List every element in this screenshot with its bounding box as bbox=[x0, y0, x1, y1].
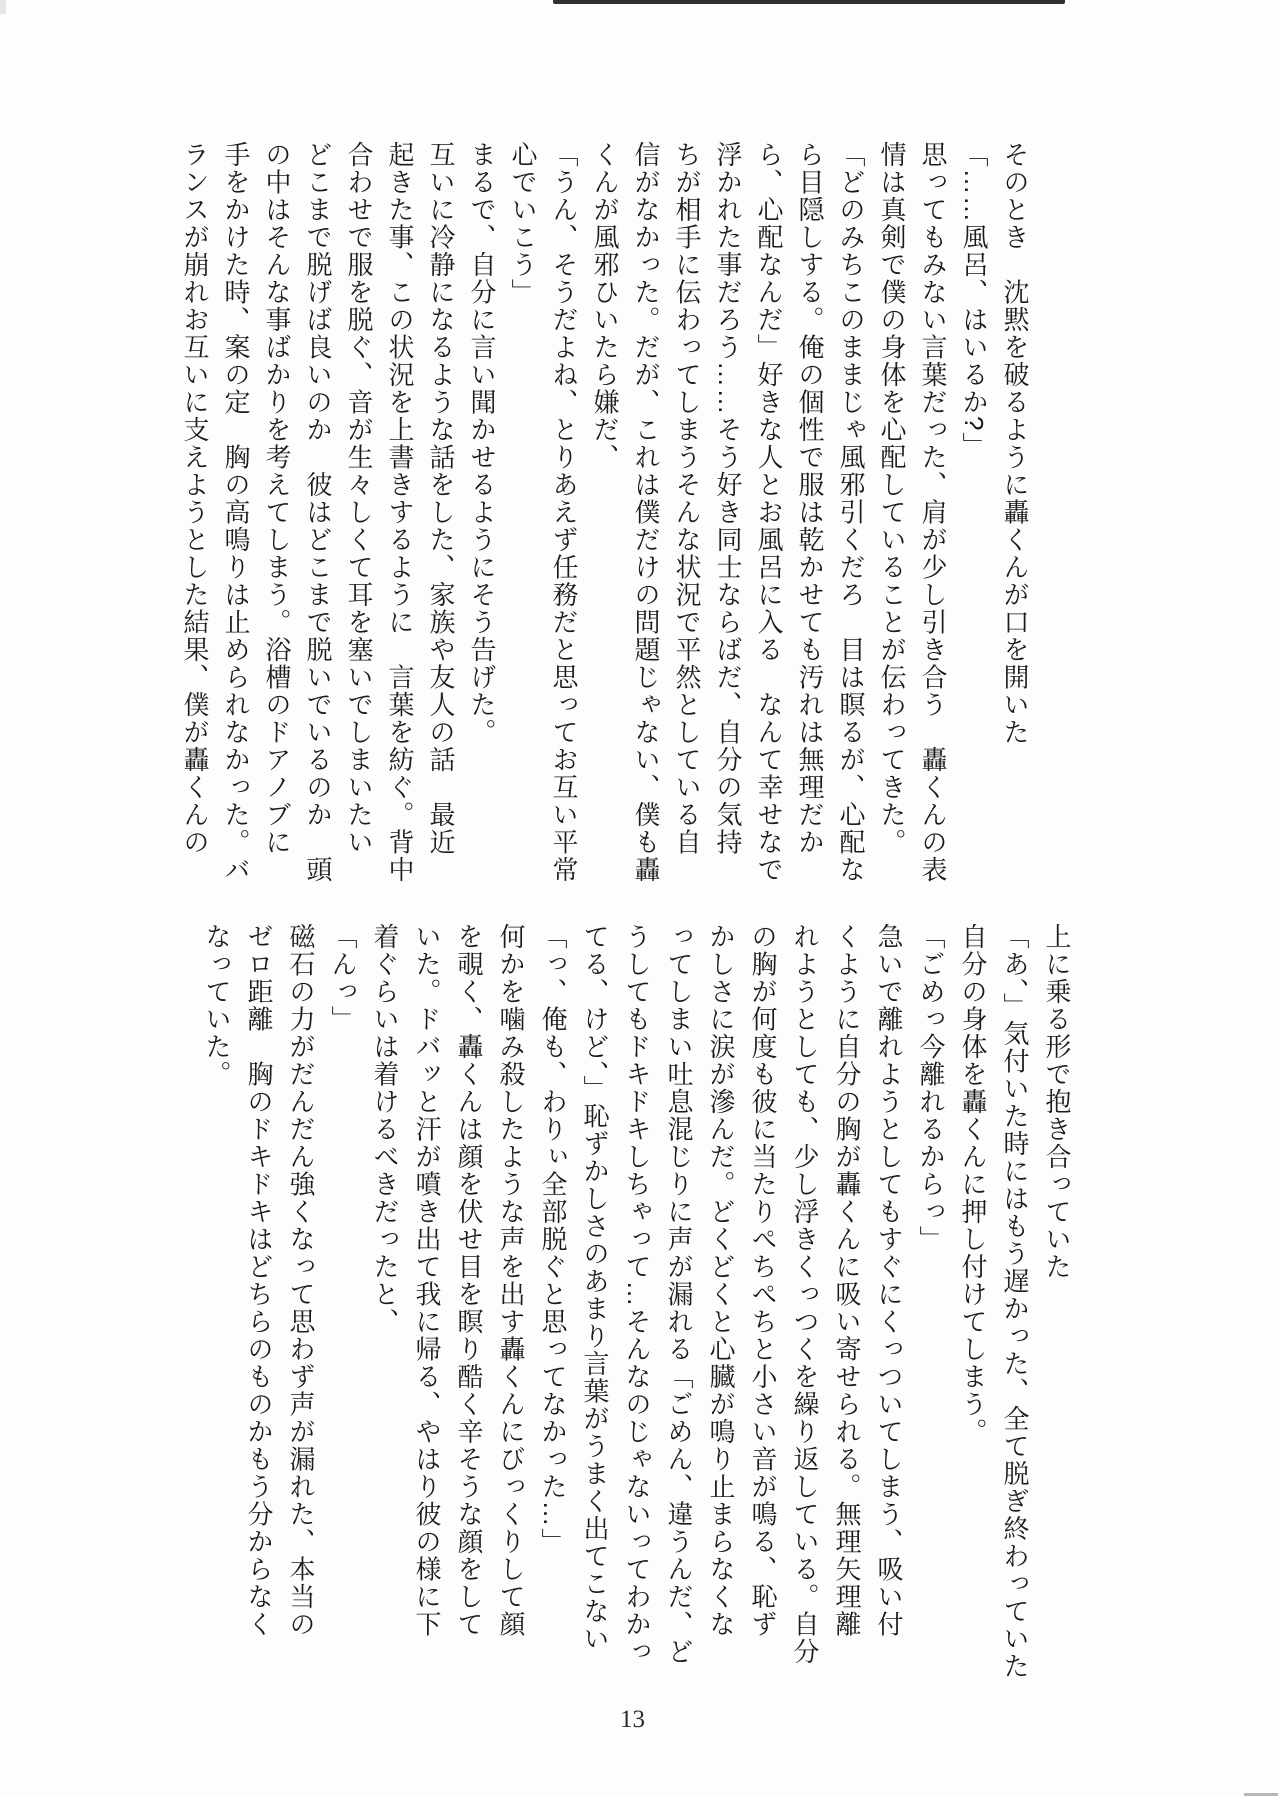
text-column: ランスが崩れお互いに支えようとした結果、僕が轟くんの bbox=[180, 141, 210, 856]
text-column: 信がなかった。だが、これは僕だけの問題じゃない、僕も轟 bbox=[631, 141, 661, 884]
text-column: ら目隠しする。俺の個性で服は乾かせても汚れは無理だか bbox=[795, 141, 825, 856]
text-column: なっていた。 bbox=[202, 923, 232, 1088]
text-column: くように自分の胸が轟くんに吸い寄せられる。無理矢理離 bbox=[832, 923, 862, 1638]
text-column: かしさに涙が滲んだ。どくどくと心臓が鳴り止まらなくな bbox=[706, 923, 736, 1638]
text-column: 「ごめっ今離れるからっ」 bbox=[916, 923, 946, 1253]
text-column: 自分の身体を轟くんに押し付けてしまう。 bbox=[958, 923, 988, 1446]
text-column: 互いに冷静になるような話をした、家族や友人の話 最近 bbox=[426, 141, 456, 856]
text-column: 思ってもみない言葉だった、肩が少し引き合う 轟くんの表 bbox=[918, 141, 948, 884]
text-column: 浮かれた事だろう……そう好き同士ならばだ、自分の気持 bbox=[713, 141, 743, 856]
text-column: どこまで脱げば良いのか 彼はどこまで脱いでいるのか 頭 bbox=[303, 141, 333, 884]
scan-artifact-left-edge bbox=[0, 0, 6, 14]
text-column: 「うん、そうだよね、とりあえず任務だと思ってお互い平常 bbox=[549, 141, 579, 884]
text-column: 起きた事、この状況を上書きするように 言葉を紡ぐ。背中 bbox=[385, 141, 415, 884]
text-column: 「っ、俺も、わりぃ全部脱ぐと思ってなかった…」 bbox=[538, 923, 568, 1556]
text-column: を覗く、轟くんは顔を伏せ目を瞑り酷く辛そうな顔をして bbox=[454, 923, 484, 1638]
text-column: 合わせで服を脱ぐ、音が生々しくて耳を塞いでしまいたい bbox=[344, 141, 374, 856]
page-number: 13 bbox=[620, 1706, 645, 1733]
text-column: 何かを噛み殺したような声を出す轟くんにびっくりして顔 bbox=[496, 923, 526, 1638]
text-column: の中はそんな事ばかりを考えてしまう。浴槽のドアノブに bbox=[262, 141, 292, 856]
text-column: ら、心配なんだ」好きな人とお風呂に入る なんて幸せなで bbox=[754, 141, 784, 884]
text-column: うしてもドキドキしちゃって…そんなのじゃないってわかっ bbox=[622, 923, 652, 1666]
scan-artifact-top-edge bbox=[553, 0, 1065, 4]
text-block-top bbox=[174, 141, 1035, 893]
text-column: 磁石の力がだんだん強くなって思わず声が漏れた、本当の bbox=[286, 923, 316, 1638]
text-column: そのとき 沈黙を破るように轟くんが口を開いた bbox=[1000, 141, 1030, 746]
text-column: ゼロ距離 胸のドキドキはどちらのものかもう分からなく bbox=[244, 923, 274, 1638]
text-column: 着ぐらいは着けるべきだったと、 bbox=[370, 923, 400, 1336]
text-column: ちが相手に伝わってしまうそんな状況で平然としている自 bbox=[672, 141, 702, 856]
text-column: 「あ、」気付いた時にはもう遅かった、全て脱ぎ終わっていた bbox=[1000, 923, 1030, 1680]
text-column: 急いで離れようとしてもすぐにくっついてしまう、吸い付 bbox=[874, 923, 904, 1638]
text-column: 「……風呂、はいるか?」 bbox=[959, 141, 989, 460]
text-column: 心でいこう」 bbox=[508, 141, 538, 306]
text-column: くんが風邪ひいたら嫌だ、 bbox=[590, 141, 620, 471]
text-column: ってしまい吐息混じりに声が漏れる「ごめん、違うんだ、ど bbox=[664, 923, 694, 1666]
text-column: いた。ドバッと汗が噴き出て我に帰る、やはり彼の様に下 bbox=[412, 923, 442, 1638]
text-column: 手をかけた時、案の定 胸の高鳴りは止められなかった。バ bbox=[221, 141, 251, 884]
text-column: まるで、自分に言い聞かせるようにそう告げた。 bbox=[467, 141, 497, 746]
text-block-bottom bbox=[196, 923, 1078, 1680]
text-column: 情は真剣で僕の身体を心配していることが伝わってきた。 bbox=[877, 141, 907, 856]
text-column: の胸が何度も彼に当たりぺちぺちと小さい音が鳴る、恥ず bbox=[748, 923, 778, 1638]
text-column: 「どのみちこのままじゃ風邪引くだろ 目は瞑るが、心配な bbox=[836, 141, 866, 884]
text-column: てる、けど、」恥ずかしさのあまり言葉がうまく出てこない bbox=[580, 923, 610, 1653]
text-column: れようとしても、少し浮きくっつくを繰り返している。自分 bbox=[790, 923, 820, 1666]
text-column: 上に乗る形で抱き合っていた bbox=[1042, 923, 1072, 1281]
text-column: 「んっ」 bbox=[328, 923, 358, 1033]
